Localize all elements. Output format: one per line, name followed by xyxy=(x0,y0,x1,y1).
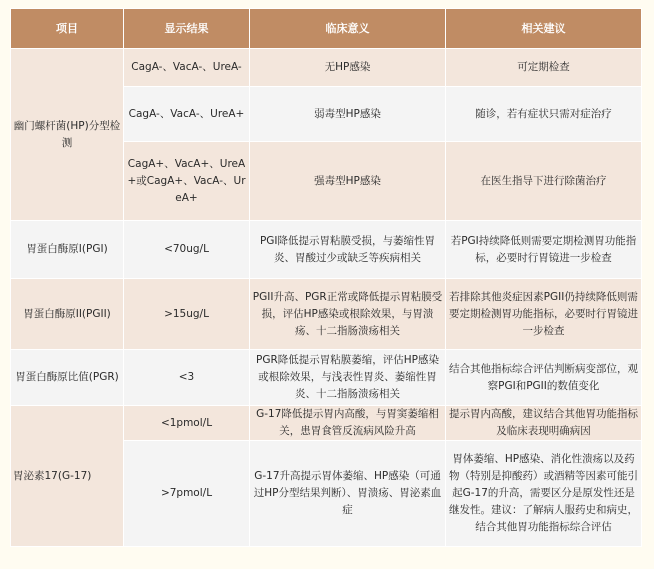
meaning-cell: PGR降低提示胃粘膜萎缩，评估HP感染或根除效果，与浅表性胃炎、萎缩性胃炎、十二指肠溃疡相关 xyxy=(250,350,446,406)
meaning-cell: G-17降低提示胃内高酸，与胃窦萎缩相关，患胃食管反流病风险升高 xyxy=(250,406,446,441)
meaning-cell: 弱毒型HP感染 xyxy=(250,87,446,142)
header-item: 项目 xyxy=(11,9,124,49)
result-cell: CagA-、VacA-、UreA+ xyxy=(124,87,250,142)
meaning-cell: PGII升高、PGR正常或降低提示胃粘膜受损，评估HP感染或根除效果，与胃溃疡、十二指肠溃疡相关 xyxy=(250,279,446,350)
meaning-cell: PGI降低提示胃粘膜受损，与萎缩性胃炎、胃酸过少或缺乏等疾病相关 xyxy=(250,221,446,279)
advice-cell: 提示胃内高酸，建议结合其他胃功能指标及临床表现明确病因 xyxy=(446,406,642,441)
meaning-cell: 无HP感染 xyxy=(250,49,446,87)
item-cell: 幽门螺杆菌(HP)分型检测 xyxy=(11,49,124,221)
advice-cell: 可定期检查 xyxy=(446,49,642,87)
result-cell: CagA+、VacA+、UreA+或CagA+、VacA-、UreA+ xyxy=(124,142,250,221)
header-advice: 相关建议 xyxy=(446,9,642,49)
header-meaning: 临床意义 xyxy=(250,9,446,49)
advice-cell: 结合其他指标综合评估判断病变部位，观察PGI和PGII的数值变化 xyxy=(446,350,642,406)
result-cell: >7pmol/L xyxy=(124,441,250,547)
item-cell: 胃蛋白酶原I(PGI) xyxy=(11,221,124,279)
advice-cell: 若PGI持续降低则需要定期检测胃功能指标，必要时行胃镜进一步检查 xyxy=(446,221,642,279)
table-row xyxy=(11,406,642,441)
table-row xyxy=(11,279,642,350)
header-row xyxy=(11,9,642,49)
advice-cell: 随诊，若有症状只需对症治疗 xyxy=(446,87,642,142)
result-cell: <70ug/L xyxy=(124,221,250,279)
advice-cell: 胃体萎缩、HP感染、消化性溃疡以及药物（特别是抑酸药）或酒精等因素可能引起G-17的升高，需要区分是原发性还是继发性。建议：了解病人服药史和病史，结合其他胃功能指标综合评估 xyxy=(446,441,642,547)
table-row xyxy=(11,221,642,279)
result-cell: <1pmol/L xyxy=(124,406,250,441)
item-cell: 胃蛋白酶原比值(PGR) xyxy=(11,350,124,406)
result-cell: >15ug/L xyxy=(124,279,250,350)
table-row xyxy=(11,49,642,87)
result-cell: <3 xyxy=(124,350,250,406)
item-cell: 胃蛋白酶原II(PGII) xyxy=(11,279,124,350)
item-cell: 胃泌素17(G-17) xyxy=(11,406,124,547)
header-result: 显示结果 xyxy=(124,9,250,49)
advice-cell: 若排除其他炎症因素PGII仍持续降低则需要定期检测胃功能指标，必要时行胃镜进一步检查 xyxy=(446,279,642,350)
table-row xyxy=(11,350,642,406)
result-cell: CagA-、VacA-、UreA- xyxy=(124,49,250,87)
meaning-cell: G-17升高提示胃体萎缩、HP感染（可通过HP分型结果判断）、胃溃疡、胃泌素血症 xyxy=(250,441,446,547)
test-results-table xyxy=(10,8,642,547)
advice-cell: 在医生指导下进行除菌治疗 xyxy=(446,142,642,221)
meaning-cell: 强毒型HP感染 xyxy=(250,142,446,221)
